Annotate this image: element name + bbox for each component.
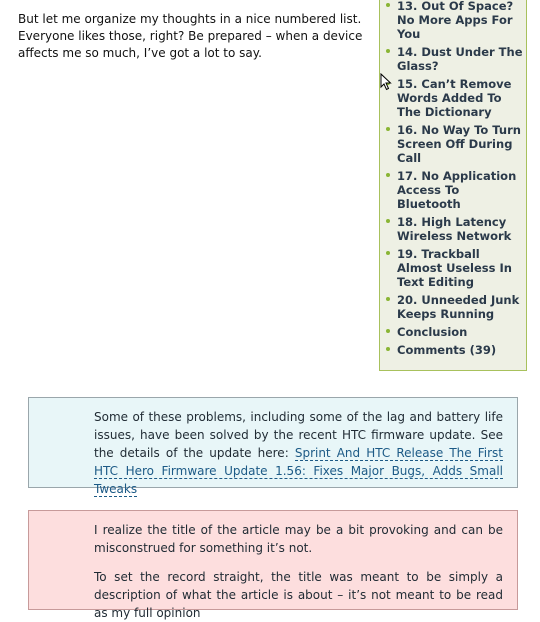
- bullet-icon: [386, 219, 390, 223]
- toc-item[interactable]: [386, 169, 526, 211]
- bullet-icon: [386, 329, 390, 333]
- bullet-icon: [386, 251, 390, 255]
- bullet-icon: [386, 297, 390, 301]
- toc-link[interactable]: 15. Can’t Remove Words Added To The Dictionary: [397, 77, 512, 119]
- toc-item[interactable]: [386, 0, 526, 41]
- toc-item[interactable]: [386, 123, 526, 165]
- toc-link[interactable]: 18. High Latency Wireless Network: [397, 215, 512, 243]
- bullet-icon: [386, 347, 390, 351]
- toc-list: [380, 0, 526, 357]
- toc-link[interactable]: 14. Dust Under The Glass?: [397, 45, 523, 73]
- toc-item[interactable]: [386, 215, 526, 243]
- toc-item[interactable]: [386, 325, 526, 339]
- toc-item[interactable]: [386, 293, 526, 321]
- bullet-icon: [386, 3, 390, 7]
- disclaimer-paragraph: I realize the title of the article may be a bit provoking and can be misconstrued for something it’s not.: [94, 523, 503, 555]
- toc-item[interactable]: [386, 77, 526, 119]
- toc-link[interactable]: 20. Unneeded Junk Keeps Running: [397, 293, 520, 321]
- toc-link[interactable]: 17. No Application Access To Bluetooth: [397, 169, 517, 211]
- firmware-update-notice: [28, 397, 518, 496]
- disclaimer-paragraph: To set the record straight, the title was meant to be simply a description of what the article is about – it’s not meant to be read as my full opinion: [94, 570, 503, 620]
- toc-link[interactable]: 19. Trackball Almost Useless In Text Editing: [397, 247, 512, 289]
- disclaimer-notice: [28, 510, 518, 620]
- table-of-contents: [379, 0, 527, 371]
- mouse-cursor-icon: [380, 73, 392, 91]
- intro-paragraph: But let me organize my thoughts in a nice numbered list. Everyone likes those, right? Be prepared – when a device affects me so much, I’ve got a lot to say.: [18, 12, 363, 60]
- toc-item[interactable]: [386, 343, 526, 357]
- toc-link[interactable]: Conclusion: [397, 325, 468, 339]
- toc-item[interactable]: [386, 247, 526, 289]
- toc-link[interactable]: 16. No Way To Turn Screen Off During Call: [397, 123, 521, 165]
- bullet-icon: [386, 127, 390, 131]
- bullet-icon: [386, 173, 390, 177]
- firmware-update-link[interactable]: Sprint And HTC Release The First HTC Hero Firmware Update 1.56: Fixes Major Bugs, Adds Small Tweaks: [94, 446, 503, 496]
- toc-item[interactable]: [386, 45, 526, 73]
- toc-link[interactable]: Comments (39): [397, 343, 497, 357]
- update-notice-text: Some of these problems, including some of the lag and battery life issues, have been solved by the recent HTC firmware update. See the details of the update here:: [94, 410, 503, 460]
- toc-link[interactable]: 13. Out Of Space? No More Apps For You: [397, 0, 514, 41]
- bullet-icon: [386, 49, 390, 53]
